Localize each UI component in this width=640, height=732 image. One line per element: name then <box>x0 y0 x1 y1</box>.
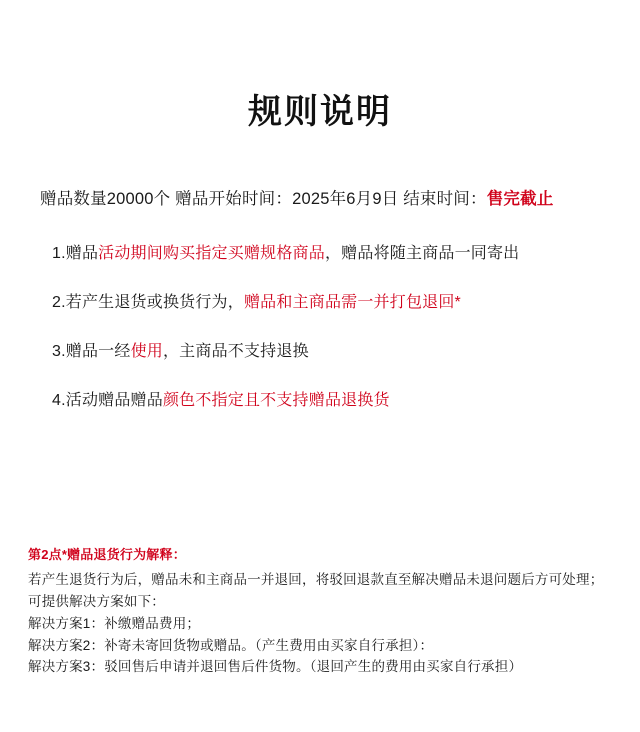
gift-summary-prefix: 赠品数量20000个 赠品开始时间：2025年6月9日 结束时间： <box>40 189 487 208</box>
rule-segment-highlight: 颜色不指定且不支持赠品退换货 <box>162 391 390 409</box>
rule-segment: 若产生退货或换货行为， <box>65 293 244 311</box>
gift-summary-line <box>40 185 600 209</box>
rule-item <box>40 378 600 419</box>
footnote-line: 解决方案2：补寄未寄回货物或赠品。（产生费用由买家自行承担）： <box>28 637 434 653</box>
rule-segment: 赠品一经 <box>65 342 131 360</box>
footnote-title: 第2点*赠品退货行为解释： <box>28 547 186 562</box>
rule-index: 3. <box>52 342 66 360</box>
rule-segment-highlight: 使用 <box>130 342 163 360</box>
footnote-line: 若产生退货行为后，赠品未和主商品一并退回，将驳回退款直至解决赠品未退问题后方可处理； <box>28 572 604 587</box>
footnote-block <box>28 544 612 678</box>
footnote-line: 解决方案1：补缴赠品费用； <box>28 615 201 631</box>
rule-segment: 活动赠品赠品 <box>65 391 163 409</box>
rules-list <box>40 231 600 419</box>
page-title: 规则说明 <box>248 93 392 131</box>
gift-summary-highlight: 售完截止 <box>486 189 554 208</box>
rule-item <box>40 280 600 321</box>
rule-segment-highlight: 赠品和主商品需一并打包退回* <box>243 293 461 311</box>
rule-segment-highlight: 活动期间购买指定买赠规格商品 <box>98 244 325 262</box>
rule-index: 1. <box>52 244 66 262</box>
rules-document-page <box>0 92 640 732</box>
rule-segment: ，赠品将随主商品一同寄出 <box>324 244 520 262</box>
rule-item <box>40 329 600 370</box>
rule-item <box>40 231 600 272</box>
rule-segment: 赠品 <box>65 244 99 262</box>
rule-index: 2. <box>52 293 66 311</box>
rule-index: 4. <box>52 391 66 409</box>
footnote-line: 解决方案3：驳回售后申请并退回售后件货物。（退回产生的费用由买家自行承担） <box>28 659 523 675</box>
footnote-line: 可提供解决方案如下： <box>28 593 165 609</box>
rule-segment: ，主商品不支持退换 <box>162 342 309 360</box>
